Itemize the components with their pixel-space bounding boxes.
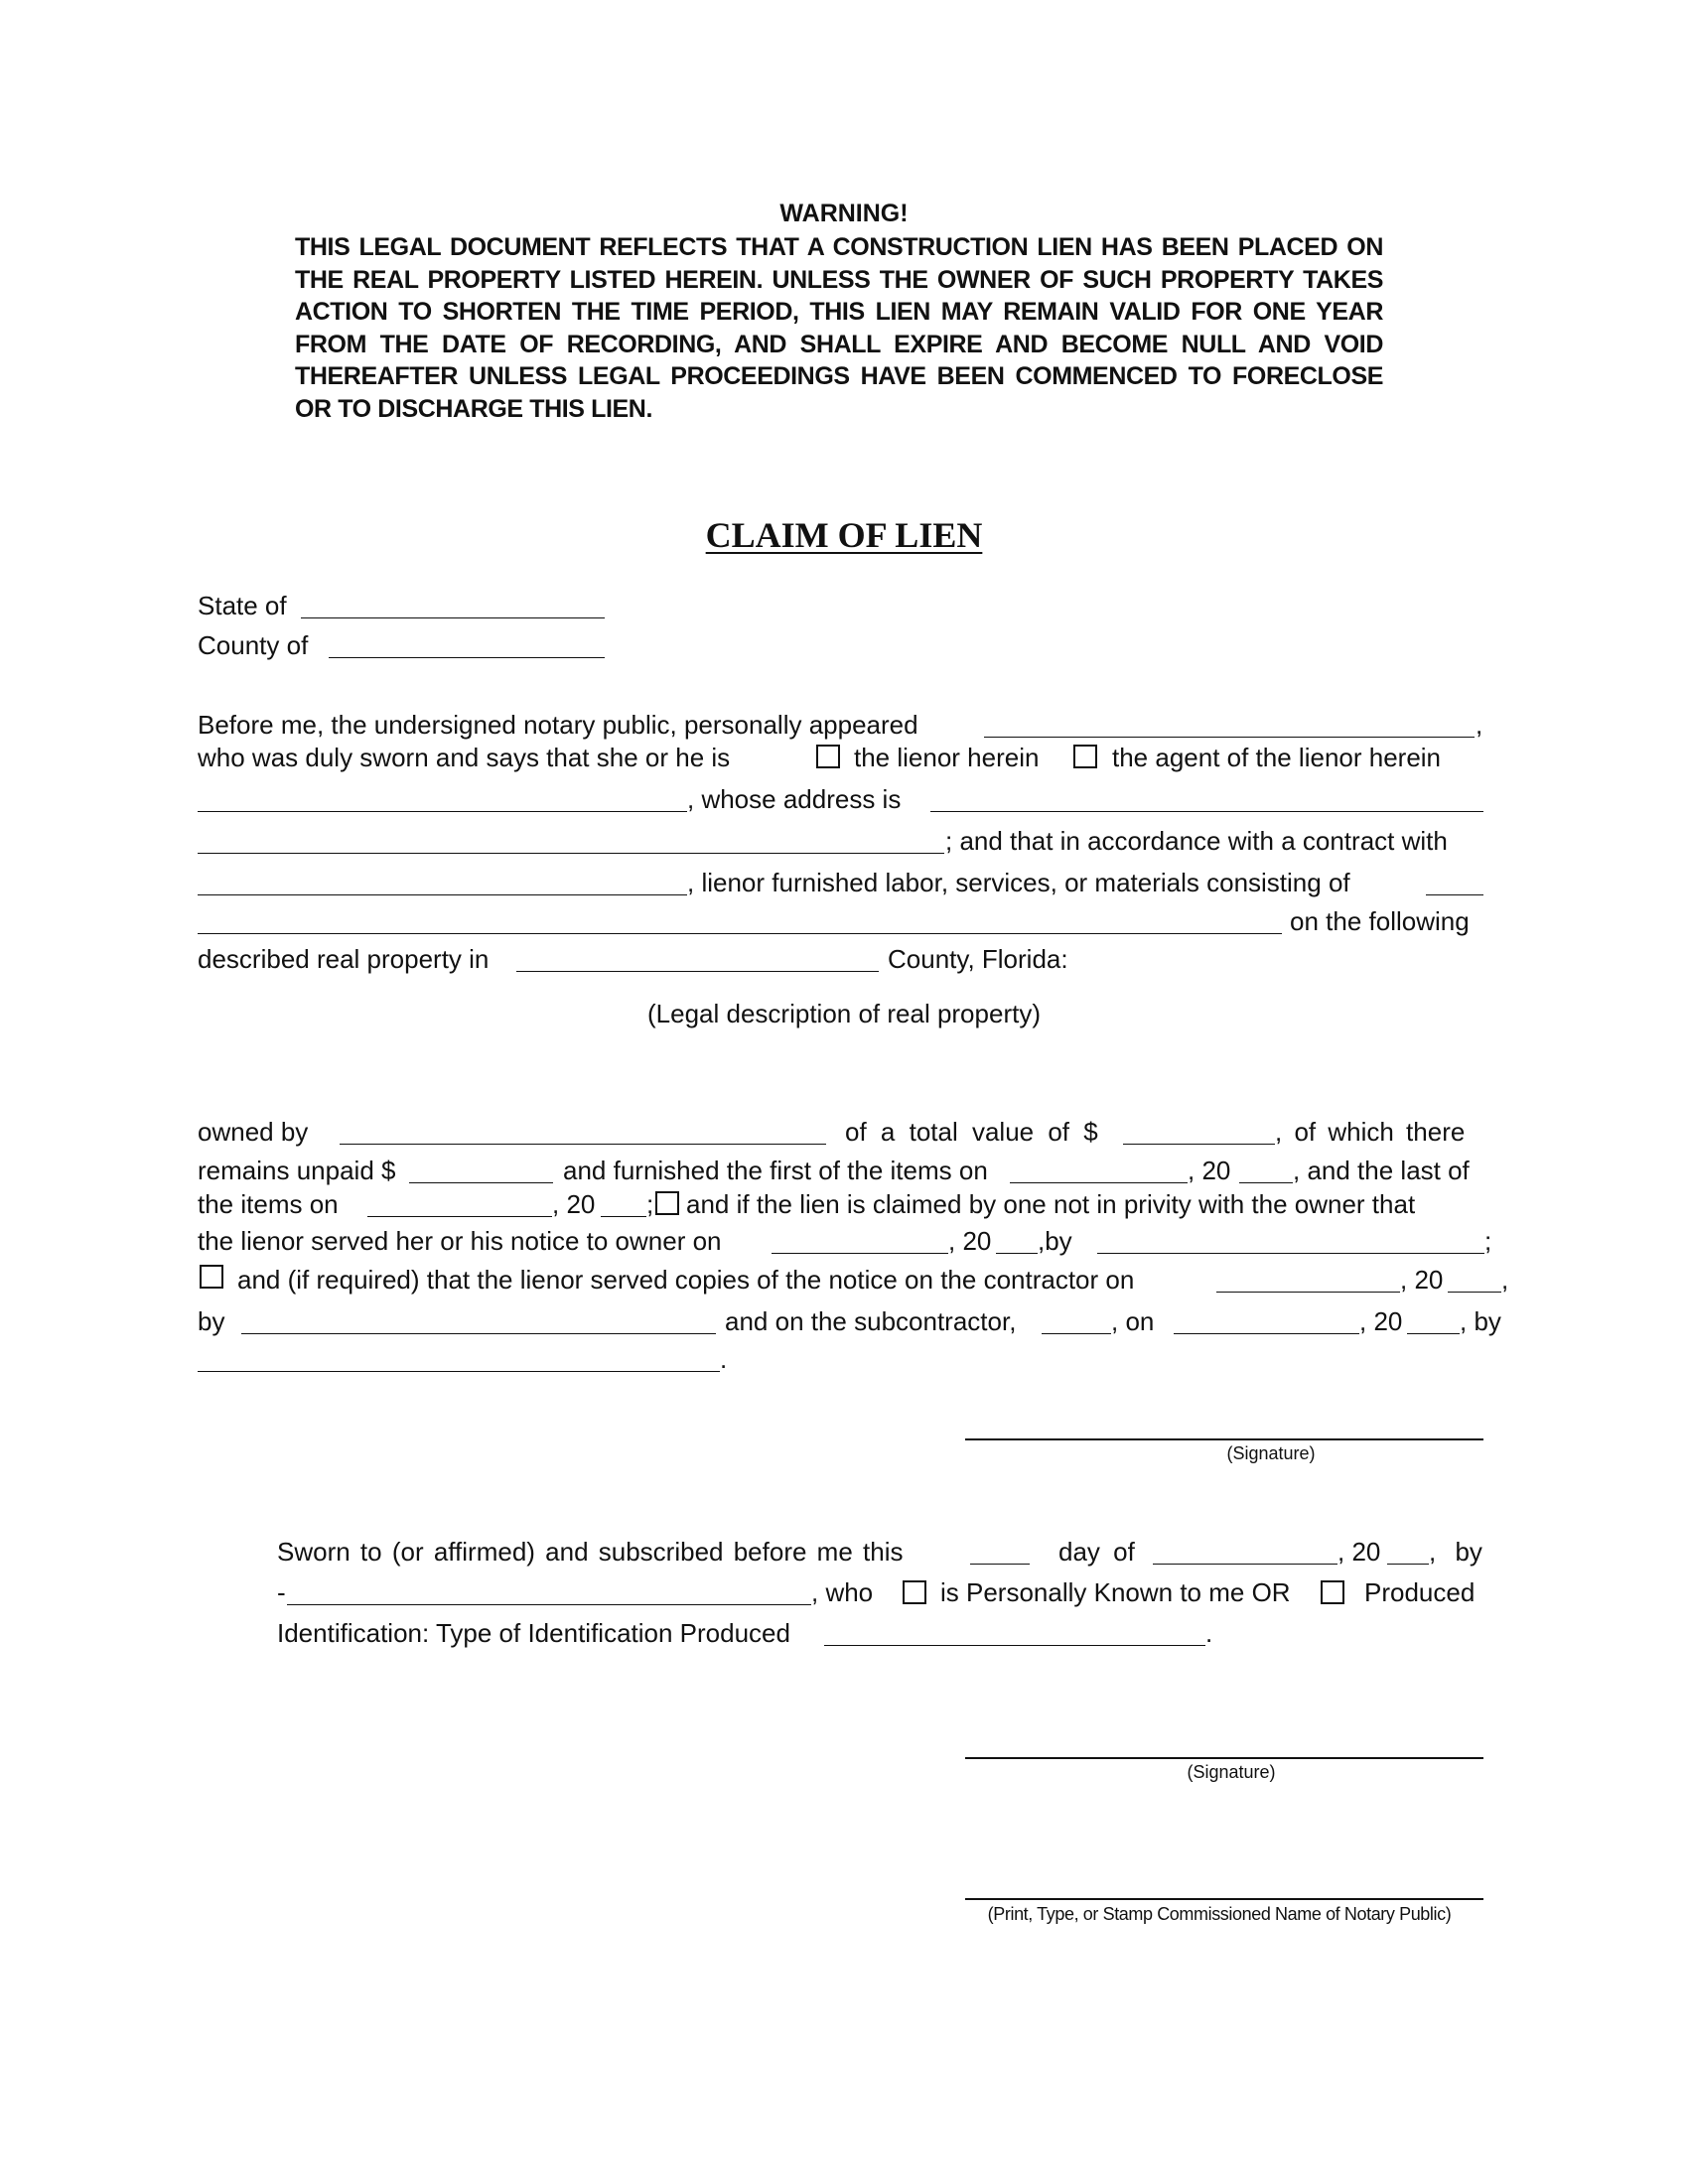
body-line-13 — [198, 1305, 1501, 1337]
contractor-year-field[interactable] — [1448, 1292, 1501, 1293]
privity-text: and if the lien is claimed by one not in privity with the owner that — [686, 1189, 1416, 1219]
notice-by-field[interactable] — [1097, 1253, 1484, 1254]
notary-line-1 — [277, 1536, 1483, 1568]
subcontractor-field[interactable] — [1042, 1333, 1111, 1334]
notary-print-name-label: (Print, Type, or Stamp Commissioned Name of Notary Public) — [987, 1904, 1452, 1924]
body-line-6 — [198, 905, 1483, 937]
body-line-5 — [198, 867, 1483, 898]
body-line-4 — [198, 825, 1483, 857]
year-prefix-4: , 20 — [1400, 1265, 1444, 1295]
year-prefix-5: , 20 — [1359, 1306, 1403, 1336]
address-field-2[interactable] — [198, 853, 944, 854]
last-of-label: , and the last of — [1293, 1156, 1470, 1185]
body-line-10 — [198, 1188, 1483, 1220]
subcontractor-date-field[interactable] — [1174, 1333, 1359, 1334]
county-line — [198, 629, 1483, 661]
body-line-8 — [198, 1116, 1483, 1148]
document-title: CLAIM OF LIEN — [705, 515, 983, 555]
contractor-notice-checkbox[interactable] — [200, 1265, 223, 1289]
notice-owner-text: the lienor served her or his notice to owner on — [198, 1226, 722, 1256]
agent-checkbox[interactable] — [1073, 745, 1097, 768]
on-label: , on — [1111, 1306, 1155, 1336]
total-value-label: of a total value of $ — [845, 1117, 1098, 1147]
owner-field[interactable] — [340, 1144, 826, 1145]
notary-signature-label: (Signature) — [1187, 1762, 1276, 1782]
lienor-checkbox[interactable] — [816, 745, 840, 768]
body-line-11 — [198, 1225, 1492, 1257]
county-field[interactable] — [329, 657, 605, 658]
last-date-field[interactable] — [367, 1216, 552, 1217]
id-type-label: Identification: Type of Identification Produced — [277, 1618, 790, 1648]
first-year-field[interactable] — [1239, 1182, 1293, 1183]
by-label-4: , by — [1429, 1537, 1482, 1567]
contractor-by-field[interactable] — [241, 1333, 716, 1334]
appeared-text: Before me, the undersigned notary public, personally appeared — [198, 710, 918, 740]
body-line-9 — [198, 1155, 1483, 1186]
total-value-field[interactable] — [1123, 1144, 1275, 1145]
year-prefix-3: , 20 — [948, 1226, 992, 1256]
notice-date-field[interactable] — [772, 1253, 948, 1254]
contractor-field[interactable] — [198, 894, 687, 895]
personally-known-label: is Personally Known to me OR — [940, 1577, 1291, 1607]
by-label: ,by — [1038, 1226, 1072, 1256]
body-line-1 — [198, 709, 1483, 741]
lienor-name-field[interactable] — [198, 811, 687, 812]
owned-by-label: owned by — [198, 1117, 309, 1147]
notary-line-2 — [277, 1576, 1483, 1608]
personally-known-checkbox[interactable] — [903, 1580, 926, 1604]
address-label: , whose address is — [687, 784, 902, 814]
body-line-2 — [198, 742, 1483, 773]
affiant-name-field[interactable] — [984, 737, 1475, 738]
last-year-field[interactable] — [601, 1216, 646, 1217]
by-label-3: , by — [1460, 1306, 1501, 1336]
year-prefix-2: , 20 — [552, 1189, 596, 1219]
county-name-field[interactable] — [516, 971, 879, 972]
body-line-12 — [198, 1264, 1509, 1296]
period-2: . — [1205, 1618, 1213, 1648]
lienor-signature-line[interactable] — [965, 1438, 1483, 1440]
property-text: described real property in — [198, 944, 490, 974]
warning-title: WARNING! — [779, 200, 909, 227]
body-line-14 — [198, 1343, 1483, 1375]
dash: - — [277, 1577, 286, 1607]
furnished-text: , lienor furnished labor, services, or materials consisting of — [687, 868, 1350, 897]
county-label: County of — [198, 630, 309, 660]
sworn-text: who was duly sworn and says that she or he is — [198, 743, 731, 772]
address-field[interactable] — [930, 811, 1483, 812]
year-prefix-6: , 20 — [1337, 1537, 1381, 1567]
contractor-date-field[interactable] — [1216, 1292, 1400, 1293]
body-line-3 — [198, 783, 1483, 815]
comma: , — [1476, 710, 1483, 740]
comma-2: , — [1501, 1265, 1509, 1295]
sworn-year-field[interactable] — [1387, 1564, 1429, 1565]
notary-line-3 — [277, 1617, 1483, 1649]
county-florida-text: County, Florida: — [888, 944, 1068, 974]
sworn-by-name-field[interactable] — [287, 1604, 811, 1605]
produced-label: Produced — [1364, 1577, 1476, 1607]
legal-description-label: (Legal description of real property) — [647, 999, 1041, 1028]
state-field[interactable] — [301, 617, 605, 618]
privity-checkbox[interactable] — [655, 1191, 679, 1215]
year-prefix-1: , 20 — [1188, 1156, 1231, 1185]
items-on-label: the items on — [198, 1189, 339, 1219]
contract-text: ; and that in accordance with a contract with — [945, 826, 1448, 856]
contractor-notice-text: and (if required) that the lienor served copies of the notice on the contractor on — [237, 1265, 1135, 1295]
state-label: State of — [198, 591, 287, 620]
who-label: , who — [811, 1577, 874, 1607]
period: . — [720, 1344, 728, 1374]
unpaid-label: remains unpaid $ — [198, 1156, 396, 1185]
notice-year-field[interactable] — [996, 1253, 1038, 1254]
produced-id-checkbox[interactable] — [1321, 1580, 1344, 1604]
first-items-label: and furnished the first of the items on — [563, 1156, 988, 1185]
materials-field-2[interactable] — [198, 933, 1282, 934]
first-date-field[interactable] — [1010, 1182, 1188, 1183]
body-line-7 — [198, 943, 1483, 975]
notary-signature-line[interactable] — [965, 1757, 1483, 1759]
sworn-day-field[interactable] — [970, 1564, 1030, 1565]
subcontractor-label: and on the subcontractor, — [725, 1306, 1017, 1336]
semicolon: ; — [646, 1189, 654, 1219]
lienor-label: the lienor herein — [854, 743, 1040, 772]
subcontractor-year-field[interactable] — [1407, 1333, 1460, 1334]
sworn-before-text: Sworn to (or affirmed) and subscribed before me this — [277, 1537, 904, 1567]
lienor-signature-label: (Signature) — [1226, 1443, 1316, 1463]
subcontractor-by-field[interactable] — [198, 1371, 720, 1372]
notary-print-name-line[interactable] — [965, 1898, 1483, 1900]
state-line — [198, 590, 1483, 621]
semicolon-2: ; — [1484, 1226, 1492, 1256]
sworn-month-field[interactable] — [1153, 1564, 1337, 1565]
materials-field[interactable] — [1426, 894, 1483, 895]
remains-text: , of which there — [1275, 1117, 1466, 1147]
id-type-field[interactable] — [824, 1645, 1205, 1646]
agent-label: the agent of the lienor herein — [1112, 743, 1442, 772]
unpaid-field[interactable] — [409, 1182, 553, 1183]
by-label-2: by — [198, 1306, 225, 1336]
day-of-label: day of — [1058, 1537, 1135, 1567]
following-text: on the following — [1290, 906, 1470, 936]
warning-text: THIS LEGAL DOCUMENT REFLECTS THAT A CONSTRUCTION LIEN HAS BEEN PLACED ON THE REAL PROPERTY LISTED HEREIN. UNLESS THE OWNER OF SUCH PROPERTY TAKES ACTION TO SHORTEN THE TIME PERIOD, THIS LIEN MAY REMAIN VALID FOR ONE YEAR FROM THE DATE OF RECORDING, AND SHALL EXPIRE AND BECOME NULL AND VOID THEREAFTER UNLESS LEGAL PROCEEDINGS HAVE BEEN COMMENCED TO FORECLOSE OR TO DISCHARGE THIS LIEN. — [295, 233, 1383, 423]
